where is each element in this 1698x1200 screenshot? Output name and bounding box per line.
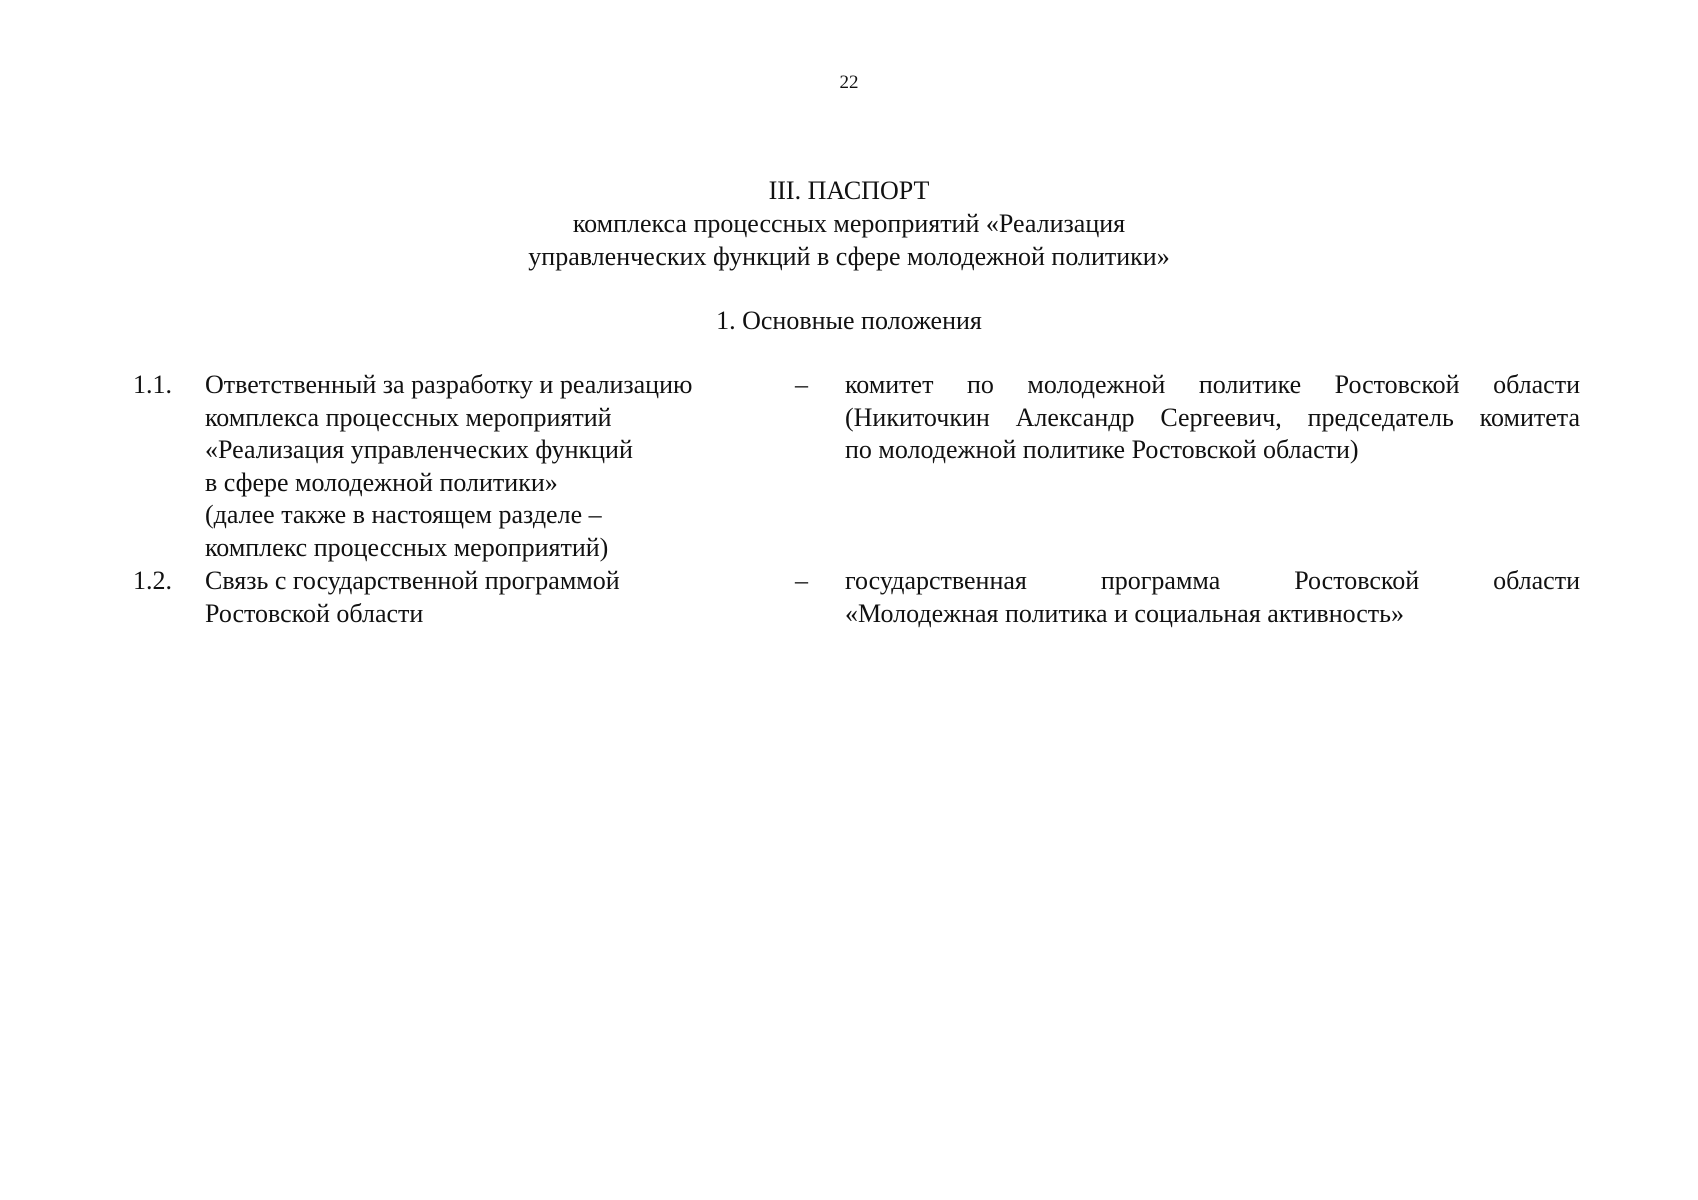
item-label-line: в сфере молодежной политики»	[205, 467, 558, 497]
item-dash: –	[795, 566, 808, 595]
item-value	[845, 369, 1580, 467]
item-label	[205, 369, 765, 565]
item-value-line: «Молодежная политика и социальная активность»	[845, 598, 1405, 628]
title-line-1: III. ПАСПОРТ	[768, 176, 930, 205]
item-value-line: по молодежной политике Ростовской области)	[845, 435, 1359, 465]
section-title: 1. Основные положения	[716, 306, 982, 335]
item-label	[205, 565, 765, 630]
item-dash: –	[795, 370, 808, 399]
page-number: 22	[839, 72, 859, 93]
item-label-line: комплекса процессных мероприятий	[205, 402, 612, 432]
provisions-list	[0, 369, 1698, 631]
item-label-line: «Реализация управленческих функций	[205, 435, 633, 465]
item-value-line: комитет по молодежной политике Ростовской области	[845, 370, 1580, 399]
title-line-2: комплекса процессных мероприятий «Реализация	[572, 209, 1126, 238]
item-label-line: Ответственный за разработку и реализацию	[205, 370, 693, 399]
provision-item	[0, 565, 1698, 631]
item-label-line: Ростовской области	[205, 598, 424, 628]
provision-item	[0, 369, 1698, 565]
item-number: 1.1.	[133, 370, 172, 399]
passport-title	[0, 174, 1698, 273]
item-label-line: Связь с государственной программой	[205, 566, 620, 595]
title-line-3: управленческих функций в сфере молодежной политики»	[528, 242, 1170, 271]
item-value	[845, 565, 1580, 630]
item-value-line: (Никиточкин Александр Сергеевич, председатель комитета	[845, 402, 1580, 432]
item-value-line: государственная программа Ростовской области	[845, 566, 1580, 595]
item-label-line: (далее также в настоящем разделе –	[205, 500, 602, 530]
item-number: 1.2.	[133, 566, 172, 595]
item-label-line: комплекс процессных мероприятий)	[205, 532, 609, 562]
